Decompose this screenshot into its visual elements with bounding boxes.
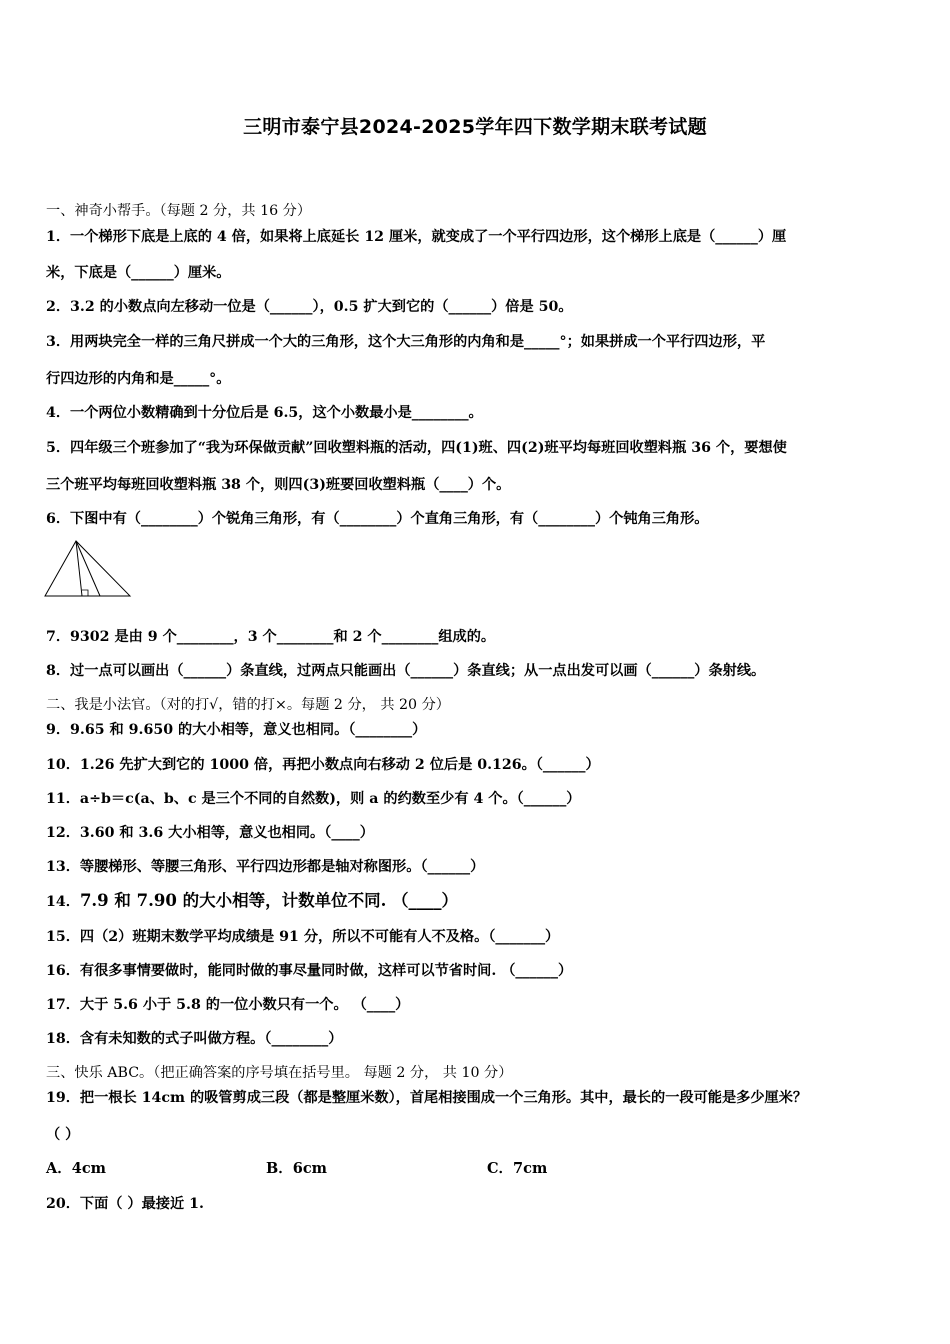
question-15: 15．四（2）班期末数学平均成绩是 91 分，所以不可能有人不及格。（_______） (46, 929, 560, 945)
question-18: 18．含有未知数的式子叫做方程。（________） (46, 1031, 343, 1047)
question-1-line-1: 1．一个梯形下底是上底的 4 倍，如果将上底延长 12 厘米，就变成了一个平行四边形，这个梯形上底是（______）厘 (46, 229, 787, 245)
question-8: 8．过一点可以画出（______）条直线，过两点只能画出（______）条直线；从一点出发可以画（______）条射线。 (46, 663, 766, 679)
question-19-option-c: C．7cm (487, 1160, 548, 1177)
question-19-line-2: （ ） (46, 1127, 80, 1143)
question-2: 2．3.2 的小数点向左移动一位是（______），0.5 扩大到它的（______）倍是 50。 (46, 299, 573, 315)
section-3-heading: 三、快乐 ABC。（把正确答案的序号填在括号里。 每题 2 分， 共 10 分） (46, 1065, 513, 1081)
question-3-line-1: 3．用两块完全一样的三角尺拼成一个大的三角形，这个大三角形的内角和是_____°；如果拼成一个平行四边形，平 (46, 334, 766, 350)
question-20: 20．下面（ ）最接近 1. (46, 1196, 204, 1212)
question-11: 11．a÷b＝c(a、b、c 是三个不同的自然数)，则 a 的约数至少有 4 个。（______） (46, 791, 581, 807)
question-14-text: 7.9 和 7.90 的大小相等，计数单位不同. （____） (79, 891, 459, 910)
section-2-heading: 二、我是小法官。（对的打√，错的打×。每题 2 分， 共 20 分） (46, 697, 450, 713)
question-17: 17．大于 5.6 小于 5.8 的一位小数只有一个。 （____） (46, 997, 410, 1013)
page-title: 三明市泰宁县2024-2025学年四下数学期末联考试题 (243, 116, 707, 138)
question-19-line-1: 19．把一根长 14cm 的吸管剪成三段（都是整厘米数），首尾相接围成一个三角形。其中，最长的一段可能是多少厘米？ (46, 1090, 808, 1106)
question-19-option-a: A．4cm (46, 1160, 107, 1177)
question-5-line-1: 5．四年级三个班参加了“我为环保做贡献”回收塑料瓶的活动，四(1)班、四(2)班平均每班回收塑料瓶 36 个，要想使 (46, 440, 787, 456)
question-9: 9．9.65 和 9.650 的大小相等，意义也相同。（________） (46, 722, 427, 738)
question-13: 13．等腰梯形、等腰三角形、平行四边形都是轴对称图形。（______） (46, 859, 485, 875)
question-10: 10．1.26 先扩大到它的 1000 倍，再把小数点向右移动 2 位后是 0.126。（______） (46, 757, 600, 773)
question-4: 4．一个两位小数精确到十分位后是 6.5，这个小数最小是________。 (46, 405, 483, 421)
question-14 (46, 891, 458, 912)
question-19-option-b: B．6cm (266, 1160, 328, 1177)
question-1-line-2: 米，下底是（______）厘米。 (46, 265, 231, 281)
question-14-number: 14． (46, 894, 80, 910)
question-5-line-2: 三个班平均每班回收塑料瓶 38 个，则四(3)班要回收塑料瓶（____）个。 (46, 477, 511, 493)
inner-segment-line (76, 541, 100, 596)
question-7: 7．9302 是由 9 个________，3 个________和 2 个________组成的。 (46, 629, 496, 645)
right-angle-mark (82, 590, 88, 596)
question-6: 6．下图中有（________）个锐角三角形，有（________）个直角三角形，有（________）个钝角三角形。 (46, 511, 709, 527)
altitude-line (76, 541, 82, 596)
question-3-line-2: 行四边形的内角和是_____°。 (46, 371, 231, 387)
question-16: 16．有很多事情要做时，能同时做的事尽量同时做，这样可以节省时间. （______） (46, 963, 573, 979)
question-12: 12．3.60 和 3.6 大小相等，意义也相同。（____） (46, 825, 374, 841)
triangle-figure (44, 539, 134, 599)
section-1-heading: 一、神奇小帮手。（每题 2 分，共 16 分） (46, 203, 312, 219)
